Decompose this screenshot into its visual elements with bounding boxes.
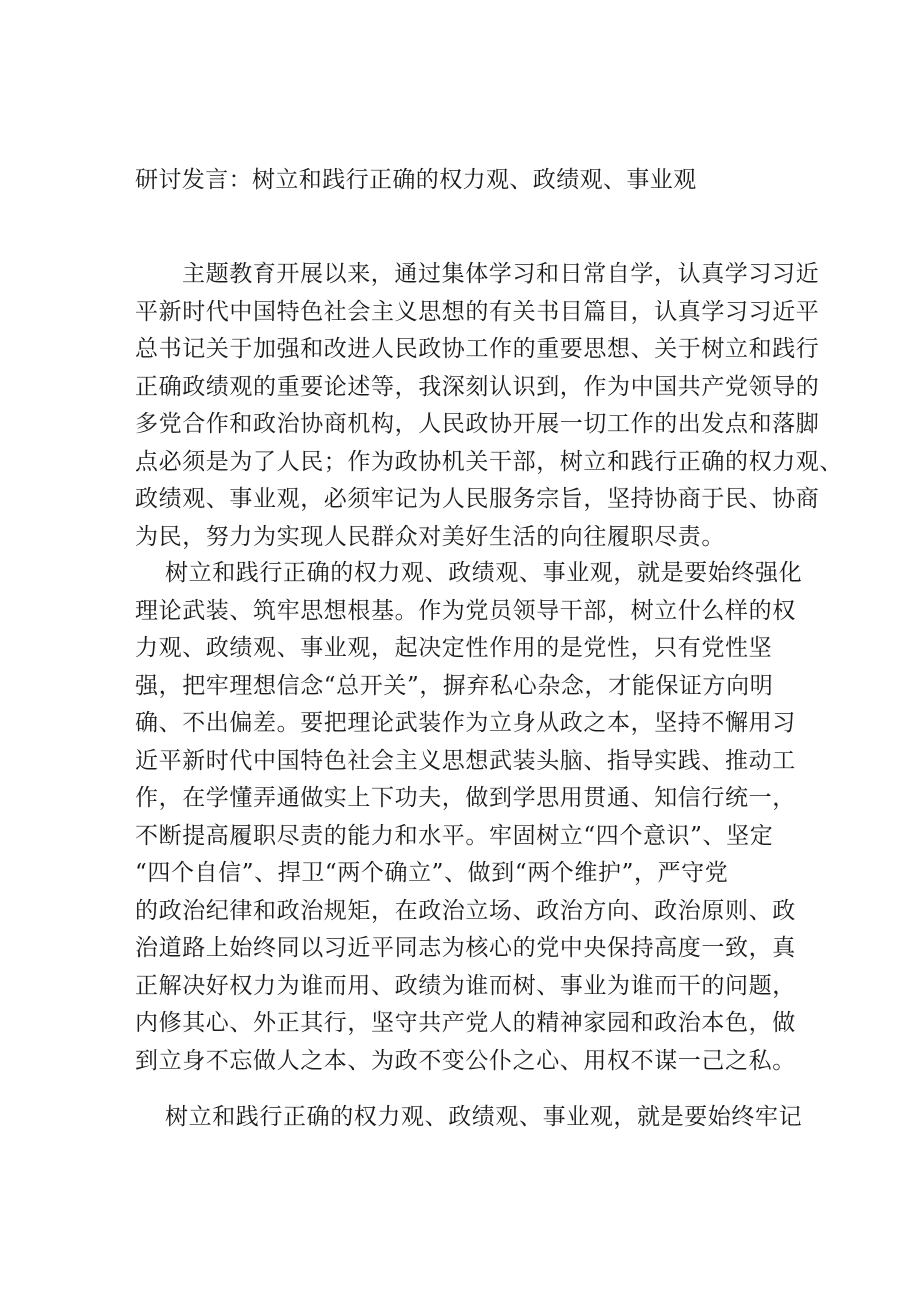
- document-title: 研讨发言：树立和践行正确的权力观、政绩观、事业观: [135, 167, 697, 193]
- paragraph-line: 点必须是为了人民；作为政协机关干部，树立和践行正确的权力观、: [135, 448, 843, 475]
- paragraph-line: 内修其心、外正其行，坚守共产党人的精神家园和政治本色，做: [135, 1010, 796, 1036]
- paragraph-3: [135, 1099, 802, 1137]
- paragraph-line: 强，把牢理想信念“总开关”，摒弃私心杂念，才能保证方向明: [135, 672, 774, 699]
- paragraph-line: 近平新时代中国特色社会主义思想武装头脑、指导实践、推动工: [135, 747, 796, 774]
- paragraph-line: 为民，努力为实现人民群众对美好生活的向往履职尽责。: [135, 523, 725, 550]
- paragraph-line: 政绩观、事业观，必须牢记为人民服务宗旨，坚持协商于民、协商: [135, 486, 820, 512]
- paragraph-line: 的政治纪律和政治规矩，在政治立场、政治方向、政治原则、政: [135, 897, 796, 924]
- paragraph-line: 正确政绩观的重要论述等，我深刻认识到，作为中国共产党领导的: [135, 373, 820, 400]
- paragraph-1: [135, 256, 843, 556]
- paragraph-line: 树立和践行正确的权力观、政绩观、事业观，就是要始终强化: [165, 560, 803, 586]
- paragraph-line: “四个自信”、捍卫“两个确立”、做到“两个维护”，严守党: [135, 860, 729, 886]
- paragraph-line: 作，在学懂弄通做实上下功夫，做到学思用贯通、知信行统一，: [135, 785, 796, 811]
- paragraph-line: 正解决好权力为谁而用、政绩为谁而树、事业为谁而干的问题，: [135, 972, 796, 999]
- paragraph-line: 力观、政绩观、事业观，起决定性作用的是党性，只有党性坚: [135, 635, 773, 661]
- paragraph-line: 多党合作和政治协商机构，人民政协开展一切工作的出发点和落脚: [135, 411, 820, 437]
- paragraph-2: [135, 555, 802, 1080]
- paragraph-line: 不断提高履职尽责的能力和水平。牢固树立“四个意识”、坚定: [135, 822, 774, 849]
- paragraph-line: 治道路上始终同以习近平同志为核心的党中央保持高度一致，真: [135, 935, 796, 961]
- paragraph-line: 确、不出偏差。要把理论武装作为立身从政之本，坚持不懈用习: [135, 710, 796, 736]
- paragraph-line: 树立和践行正确的权力观、政绩观、事业观，就是要始终牢记: [165, 1104, 803, 1130]
- paragraph-line: 理论武装、筑牢思想根基。作为党员领导干部，树立什么样的权: [135, 597, 796, 624]
- paragraph-line: 到立身不忘做人之本、为政不变公仆之心、用权不谋一己之私。: [135, 1047, 796, 1074]
- paragraph-line: 主题教育开展以来，通过集体学习和日常自学，认真学习习近: [182, 261, 820, 287]
- paragraph-line: 总书记关于加强和改进人民政协工作的重要思想、关于树立和践行: [135, 336, 820, 362]
- paragraph-line: 平新时代中国特色社会主义思想的有关书目篇目，认真学习习近平: [135, 298, 820, 325]
